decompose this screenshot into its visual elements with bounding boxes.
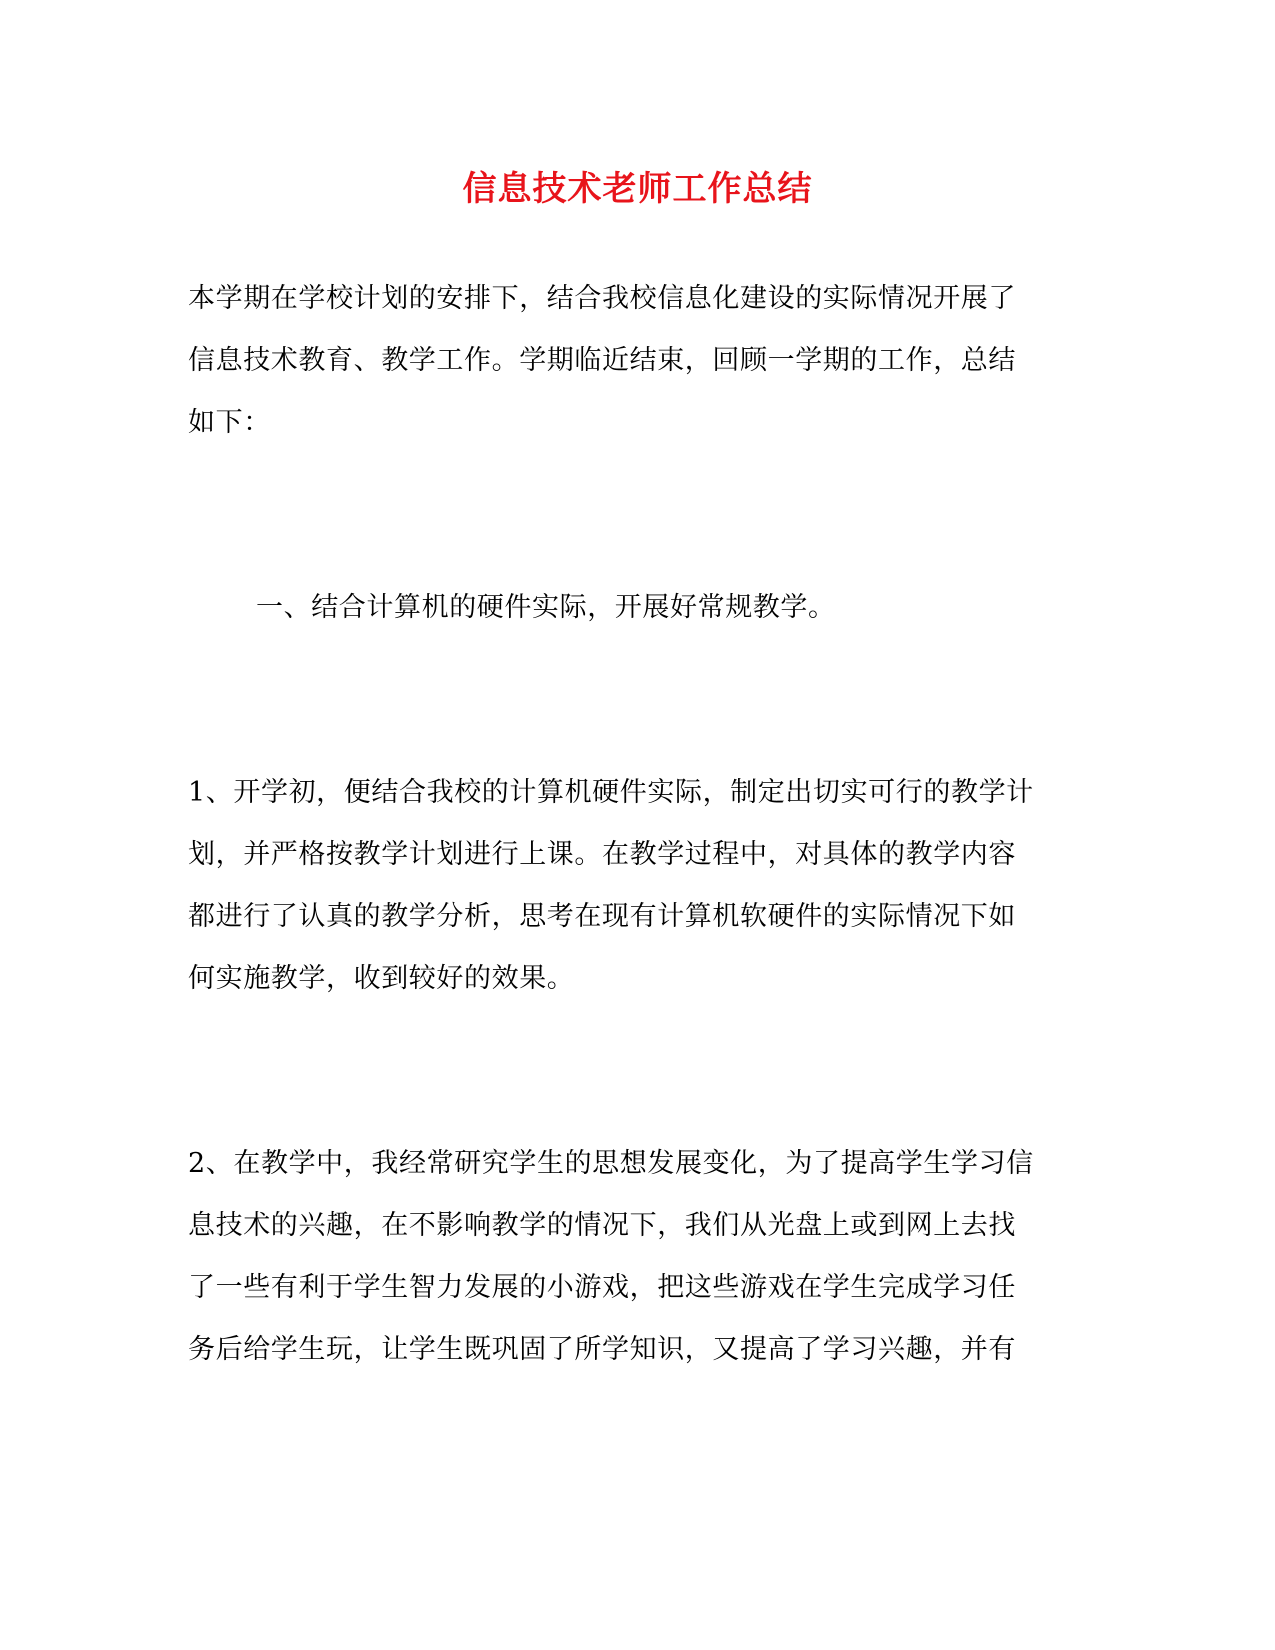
intro-line-2: 信息技术教育、教学工作。学期临近结束，回顾一学期的工作，总结 [188,345,1016,376]
intro-line-1: 本学期在学校计划的安排下，结合我校信息化建设的实际情况开展了 [188,283,1016,314]
item-1-line-1: 1、开学初，便结合我校的计算机硬件实际，制定出切实可行的教学计 [188,777,1034,808]
section-1-heading: 一、结合计算机的硬件实际，开展好常规教学。 [256,592,836,623]
item-2-line-4: 务后给学生玩，让学生既巩固了所学知识，又提高了学习兴趣，并有 [188,1334,1016,1365]
intro-line-3: 如下： [188,407,271,438]
item-2-line-2: 息技术的兴趣，在不影响教学的情况下，我们从光盘上或到网上去找 [188,1210,1016,1241]
item-2-line-1: 2、在教学中，我经常研究学生的思想发展变化，为了提高学生学习信 [188,1148,1034,1179]
item-2-line-3: 了一些有利于学生智力发展的小游戏，把这些游戏在学生完成学习任 [188,1272,1016,1303]
item-1-line-4: 何实施教学，收到较好的效果。 [188,963,575,994]
item-1-line-2: 划，并严格按教学计划进行上课。在教学过程中，对具体的教学内容 [188,839,1016,870]
document-title: 信息技术老师工作总结 [462,169,813,209]
item-1-line-3: 都进行了认真的教学分析，思考在现有计算机软硬件的实际情况下如 [188,901,1016,932]
